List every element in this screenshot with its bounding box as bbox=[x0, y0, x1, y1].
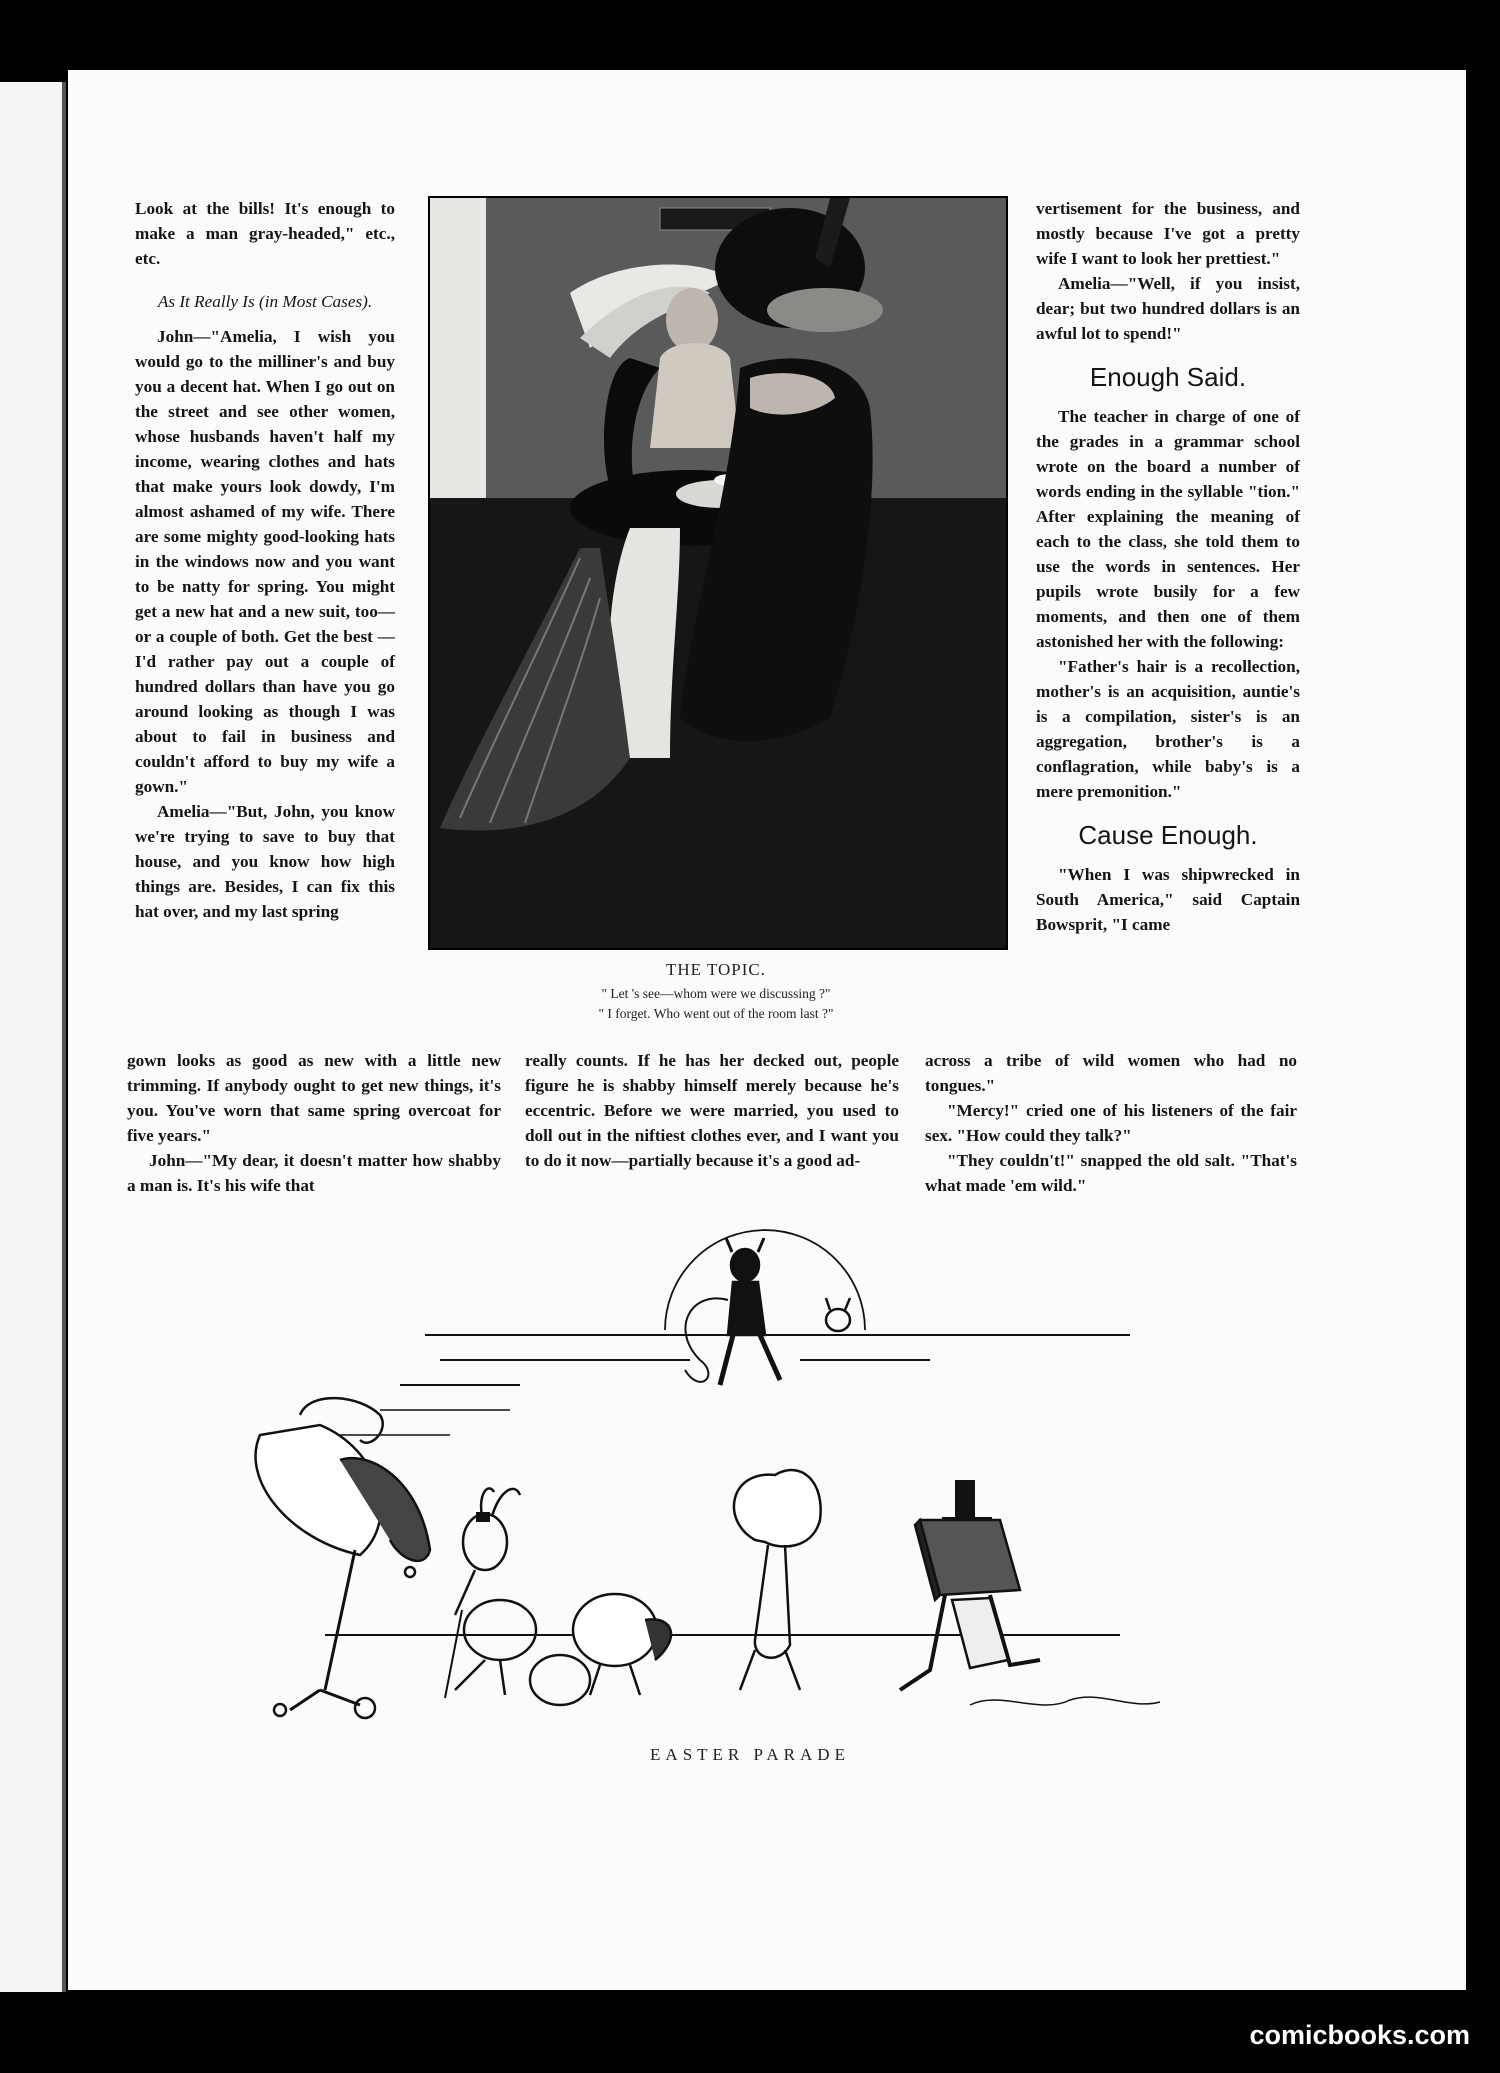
paragraph: John—"Amelia, I wish you would go to the milliner's and buy you a decent hat. When I go out on the street and see other women, whose husbands haven't half my income, wearing clothes and hats that make yours look dowdy, I'm almost ashamed of my wife. There are some mighty good-looking hats in the windows now and you want to be natty for spring. You might get a new hat and a new suit, too—or a couple of both. Get the best —I'd rather pay out a couple of hundred dollars than have you go around looking as though I was about to fail in business and couldn't afford to buy my wife a gown." bbox=[135, 327, 395, 796]
the-topic-illustration bbox=[428, 196, 1008, 950]
section-heading: Cause Enough. bbox=[1078, 820, 1258, 850]
left-column bbox=[135, 196, 395, 924]
bottom-middle-text bbox=[525, 1048, 899, 1173]
paragraph: vertisement for the business, and mostly because I've got a pretty wife I want to look her prettiest." bbox=[1036, 199, 1300, 268]
paragraph: John—"My dear, it doesn't matter how shabby a man is. It's his wife that bbox=[127, 1151, 501, 1195]
paragraph: Look at the bills! It's enough to make a man gray-headed," etc., etc. bbox=[135, 199, 395, 268]
paragraph: "Father's hair is a recollection, mother's is an acquisition, auntie's is a compilation, sister's is an aggregation, brother's is a conflagration, while baby's is a mere premonition." bbox=[1036, 657, 1300, 801]
subheading: As It Really Is (in Most Cases). bbox=[157, 292, 373, 311]
right-column bbox=[1036, 196, 1300, 937]
section-heading: Enough Said. bbox=[1089, 362, 1247, 392]
paragraph: really counts. If he has her decked out, people figure he is shabby himself merely because he's eccentric. Before we were married, you used to doll out in the niftiest clothes ever, and I want you to do it now—partially because it's a good ad- bbox=[525, 1051, 899, 1170]
easter-parade-cartoon bbox=[200, 1220, 1200, 1740]
bottom-left-text bbox=[127, 1048, 501, 1198]
caption-line: " Let 's see—whom were we discussing ?" bbox=[601, 986, 831, 1001]
paragraph: "When I was shipwrecked in South America," said Captain Bowsprit, "I came bbox=[1036, 865, 1300, 934]
paragraph: across a tribe of wild women who had no tongues." bbox=[925, 1051, 1297, 1095]
bottom-right-text bbox=[925, 1048, 1297, 1198]
paragraph: The teacher in charge of one of the grades in a grammar school wrote on the board a number of words ending in the syllable "tion." After explaining the meaning of each to the class, she told them to use the words in sentences. Her pupils wrote busily for a few moments, and then one of them astonished her with the following: bbox=[1036, 407, 1300, 651]
paragraph: "Mercy!" cried one of his listeners of the fair sex. "How could they talk?" bbox=[925, 1101, 1297, 1145]
caption-line: " I forget. Who went out of the room last ?" bbox=[598, 1006, 834, 1021]
paragraph: gown looks as good as new with a little new trimming. If anybody ought to get new things, it's you. You've worn that same spring overcoat for five years." bbox=[127, 1051, 501, 1145]
watermark: comicbooks.com bbox=[1249, 2020, 1470, 2050]
previous-page-edge bbox=[0, 82, 66, 1992]
illustration-drawing bbox=[430, 198, 1006, 948]
caption-title: THE TOPIC. bbox=[665, 960, 767, 979]
illustration-caption bbox=[428, 960, 1004, 1024]
paragraph: Amelia—"But, John, you know we're trying to save to buy that house, and you know how high things are. Besides, I can fix this hat over, and my last spring bbox=[135, 802, 395, 921]
cartoon-title: EASTER PARADE bbox=[650, 1745, 850, 1764]
paragraph: "They couldn't!" snapped the old salt. "That's what made 'em wild." bbox=[925, 1151, 1297, 1195]
paragraph: Amelia—"Well, if you insist, dear; but two hundred dollars is an awful lot to spend!" bbox=[1036, 274, 1300, 343]
